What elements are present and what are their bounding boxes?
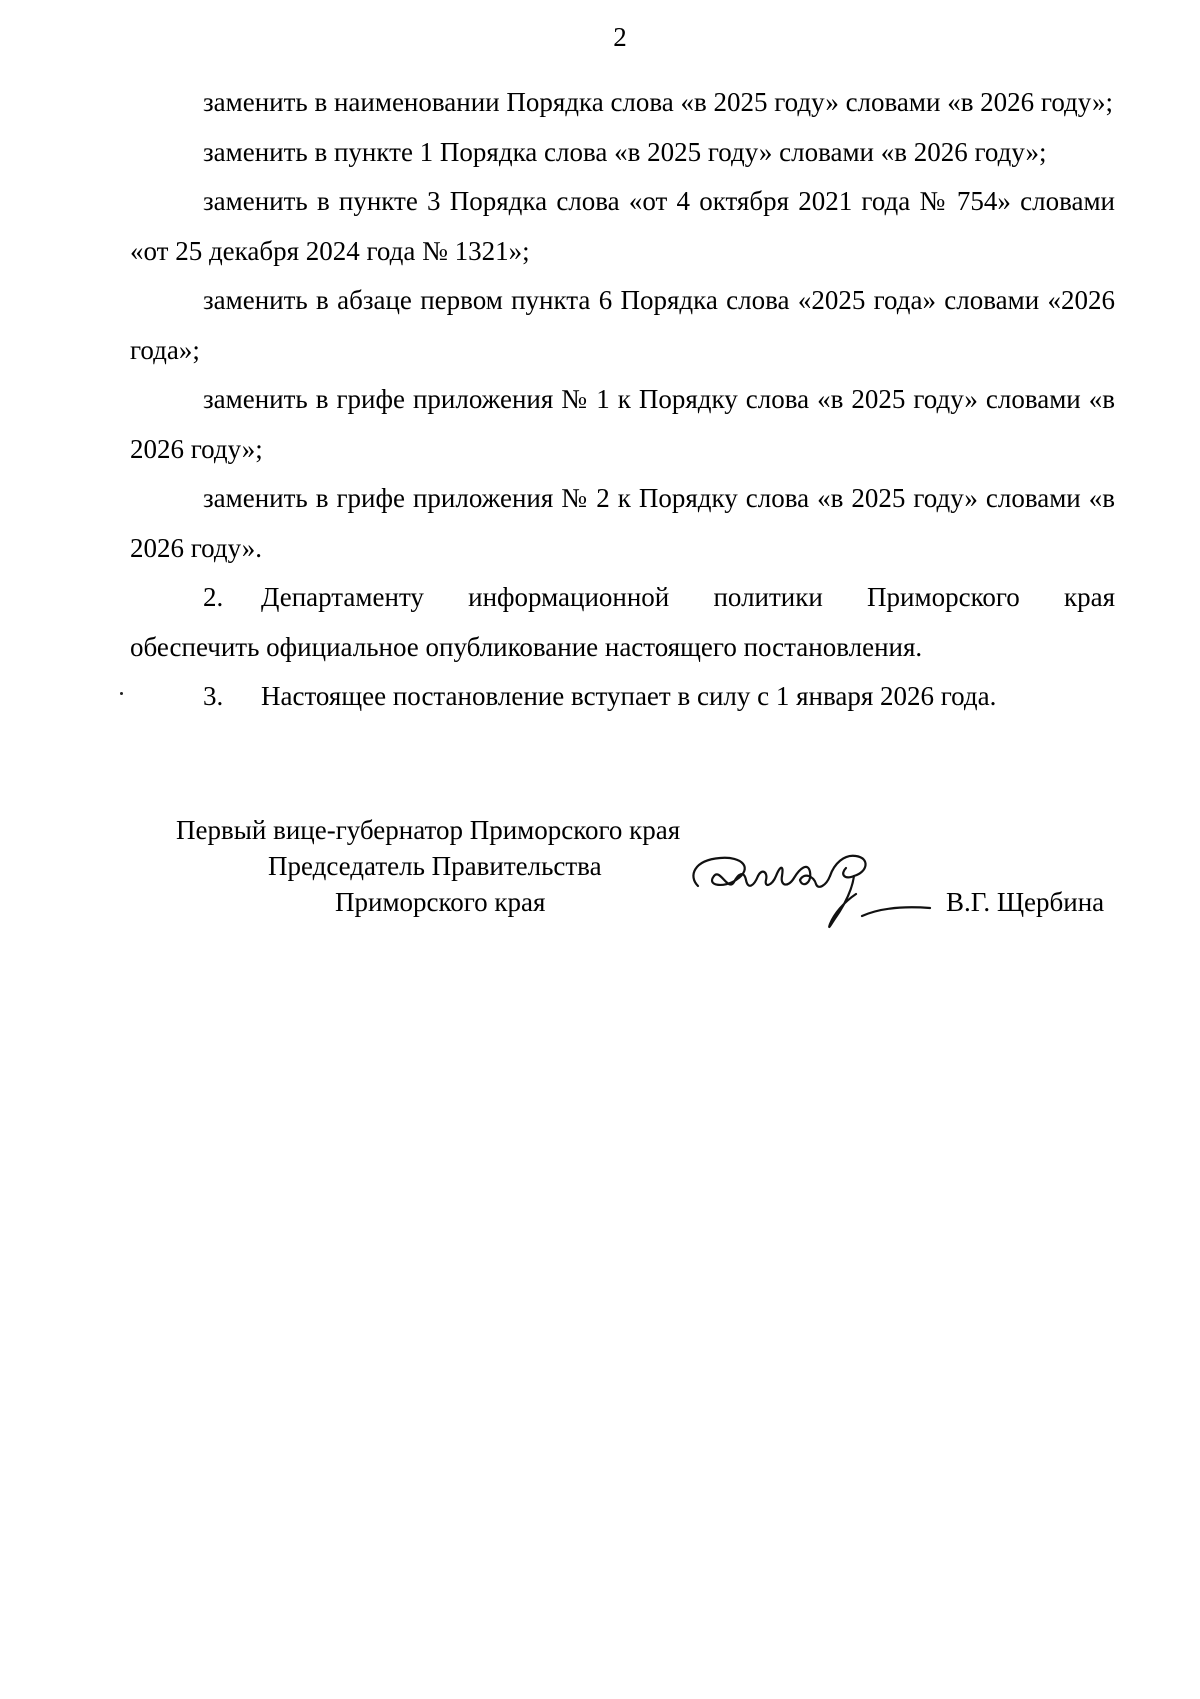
signatory-title-line-1: Первый вице-губернатор Приморского края [176,815,681,845]
amendment-paragraph-2: заменить в пункте 1 Порядка слова «в 2025 году» словами «в 2026 году»; [203,136,1047,167]
numbered-item-2 [130,573,1115,623]
amendment-paragraph-1: заменить в наименовании Порядка слова «в 2025 году» словами «в 2026 году»; [203,87,1113,117]
numbered-item-3 [130,672,1115,722]
item-number: 2. [203,582,224,612]
amendment-paragraph-4: заменить в абзаце первом пункта 6 Порядка слова «2025 года» словами «2026 года»; [130,285,1115,365]
signatory-title-line-3: Приморского края [335,887,546,917]
item-number: 3. [203,681,224,711]
amendment-paragraph-5: заменить в грифе приложения № 1 к Порядку слова «в 2025 году» словами «в 2026 году»; [130,384,1115,464]
amendment-paragraph-3: заменить в пункте 3 Порядка слова «от 4 октября 2021 года № 754» словами «от 25 декабря 2024 года № 1321»; [130,186,1115,266]
signatory-name: В.Г. Щербина [946,887,1105,917]
signatory-title-line-2: Председатель Правительства [268,851,602,881]
handwritten-signature [684,846,934,942]
scan-artifact-dot [120,692,123,695]
document-body [130,78,1115,722]
page-number: 2 [613,22,627,52]
item-continuation: обеспечить официальное опубликование настоящего постановления. [130,631,923,662]
item-text: Настоящее постановление вступает в силу с 1 января 2026 года. [261,681,997,711]
item-text: Департаменту информационной политики Приморского края [261,582,1115,612]
amendment-paragraph-6: заменить в грифе приложения № 2 к Порядку слова «в 2025 году» словами «в 2026 году». [130,483,1115,563]
